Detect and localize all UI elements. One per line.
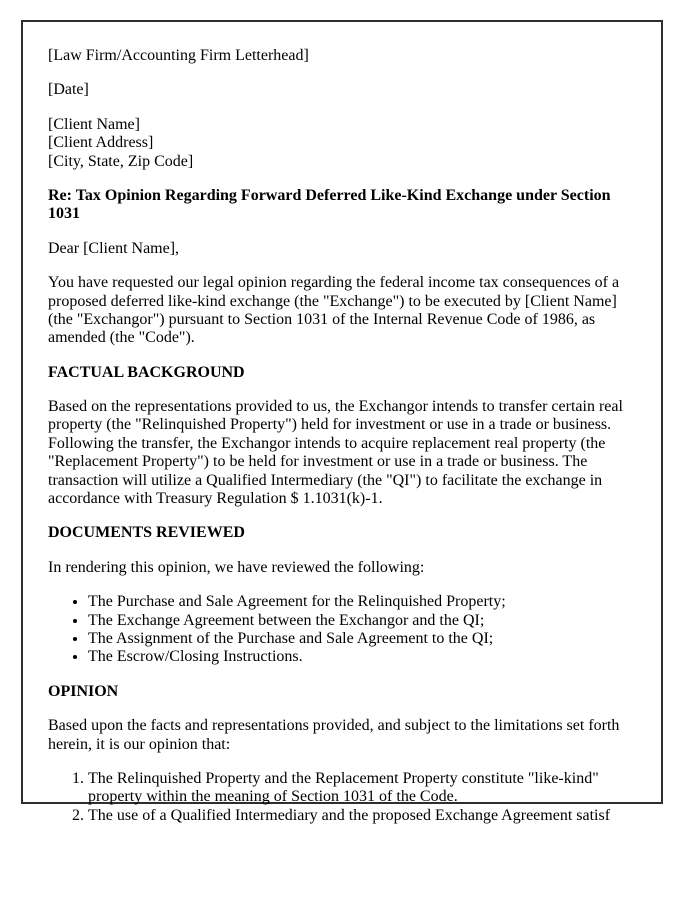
opinion-item: 1. The Relinquished Property and the Replacement Property constitute "like-kind" property within the meaning of Section 1031 of the Code.: [88, 770, 641, 807]
subject-line: Re: Tax Opinion Regarding Forward Deferred Like-Kind Exchange under Section 1031: [48, 186, 611, 223]
section-heading-opinion: OPINION: [48, 682, 119, 700]
documents-reviewed-list: [48, 593, 641, 667]
opinion-item: 2. The use of a Qualified Intermediary and the proposed Exchange Agreement satisf: [88, 807, 641, 825]
document-page: [21, 20, 663, 824]
list-item: • The Purchase and Sale Agreement for the Relinquished Property;: [88, 593, 641, 611]
list-item: • The Assignment of the Purchase and Sale Agreement to the QI;: [88, 630, 641, 648]
list-item: • The Exchange Agreement between the Exchangor and the QI;: [88, 612, 641, 630]
date-line: [Date]: [48, 81, 89, 99]
section-heading-factual-background: FACTUAL BACKGROUND: [48, 363, 245, 381]
recipient-city-state-zip: [City, State, Zip Code]: [48, 152, 194, 170]
factual-background-paragraph: Based on the representations provided to us, the Exchangor intends to transfer certain real property (the "Relinquished Property") held for investment or use in a trade or business. Following the transfer, the Exchangor intends to acquire replacement real property (the "Replacement Property") to be held for investment or use in a trade or business. The transaction will utilize a Qualified Intermediary (the "QI") to facilitate the exchange in accordance with Treasury Regulation $ 1.1031(k)-1.: [48, 398, 623, 508]
salutation: Dear [Client Name],: [48, 239, 180, 257]
recipient-name: [Client Name]: [48, 115, 140, 133]
opinion-list: [48, 770, 641, 825]
list-item: • The Escrow/Closing Instructions.: [88, 648, 641, 666]
letterhead-line: [Law Firm/Accounting Firm Letterhead]: [48, 47, 309, 64]
opinion-intro: Based upon the facts and representations provided, and subject to the limitations set forth herein, it is our opinion that:: [48, 717, 620, 753]
documents-reviewed-intro: In rendering this opinion, we have reviewed the following:: [48, 558, 425, 576]
intro-paragraph: You have requested our legal opinion regarding the federal income tax consequences of a proposed deferred like-kind exchange (the "Exchange") to be executed by [Client Name] (the "Exchangor") pursuant to Section 1031 of the Internal Revenue Code of 1986, as amended (the "Code").: [48, 274, 620, 347]
section-heading-documents-reviewed: DOCUMENTS REVIEWED: [48, 524, 245, 542]
recipient-block: [48, 116, 641, 171]
recipient-address: [Client Address]: [48, 134, 154, 152]
